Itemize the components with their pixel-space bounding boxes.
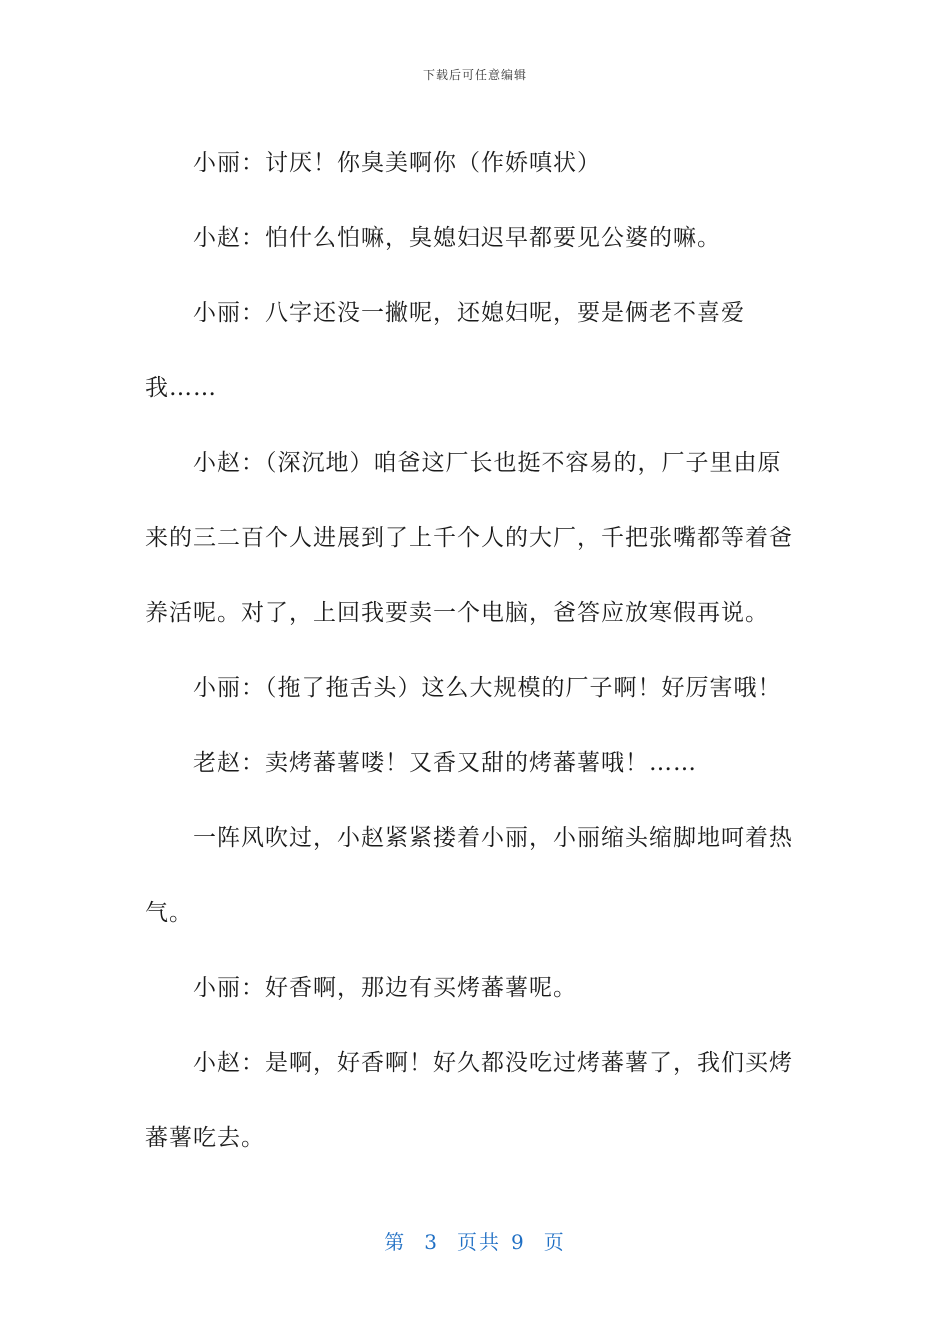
paragraph: 小赵：（深沉地）咱爸这厂长也挺不容易的，厂子里由原来的三二百个人进展到了上千个人的大厂，千把张嘴都等着爸养活呢。对了，上回我要卖一个电脑，爸答应放寒假再说。: [145, 450, 793, 626]
footer-page-number: 3: [424, 1230, 439, 1254]
paragraph: 小丽：好香啊，那边有买烤蕃薯呢。: [193, 975, 577, 1001]
footer-page-prefix: 第: [384, 1230, 407, 1254]
paragraph: 小赵：是啊，好香啊！好久都没吃过烤蕃薯了，我们买烤蕃薯吃去。: [145, 1050, 793, 1151]
page-header: 下载后可任意编辑: [422, 68, 527, 82]
paragraph: 老赵：卖烤蕃薯喽！又香又甜的烤蕃薯哦！……: [193, 750, 697, 776]
paragraph: 一阵风吹过，小赵紧紧搂着小丽，小丽缩头缩脚地呵着热气。: [145, 825, 793, 926]
paragraph: 小丽：讨厌！你臭美啊你（作娇嗔状）: [193, 150, 601, 176]
page-footer: [0, 1226, 950, 1255]
paragraph: 小丽：（拖了拖舌头）这么大规模的厂子啊！好厉害哦！: [193, 675, 782, 701]
footer-total-pages: 9: [511, 1230, 526, 1254]
footer-page-suffix: 页: [543, 1230, 566, 1254]
paragraph: 小丽：八字还没一撇呢，还媳妇呢，要是俩老不喜爱我……: [145, 300, 745, 401]
document-body: [145, 126, 795, 1176]
footer-page-mid: 页共: [457, 1230, 501, 1254]
paragraph: 小赵：怕什么怕嘛，臭媳妇迟早都要见公婆的嘛。: [193, 225, 721, 251]
